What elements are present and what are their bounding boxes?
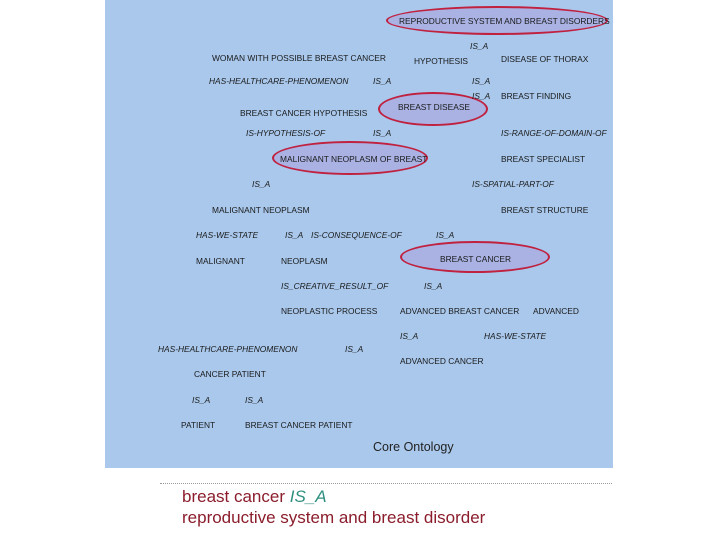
relation-is-creative-result-of: IS_CREATIVE_RESULT_OF xyxy=(281,281,389,291)
ontology-statement xyxy=(182,486,485,528)
concept-advanced: ADVANCED xyxy=(533,306,579,316)
relation-is-a: IS_A xyxy=(285,230,304,240)
relation-is-a: IS_A xyxy=(373,128,392,138)
concept-breast-structure: BREAST STRUCTURE xyxy=(501,205,589,215)
relation-is-a: IS_A xyxy=(472,91,491,101)
concept-malignant-neoplasm: MALIGNANT NEOPLASM xyxy=(212,205,310,215)
statement-subject: breast cancer xyxy=(182,487,285,506)
relation-is-a: IS_A xyxy=(252,179,271,189)
relation-is-a: IS_A xyxy=(192,395,211,405)
concept-neoplastic-process: NEOPLASTIC PROCESS xyxy=(281,306,378,316)
relation-has-healthcare-phenomenon: HAS-HEALTHCARE-PHENOMENON xyxy=(158,344,298,354)
diagram-caption: Core Ontology xyxy=(373,440,454,454)
relation-is-a: IS_A xyxy=(373,76,392,86)
relation-is-a: IS_A xyxy=(472,76,491,86)
relation-is-a: IS_A xyxy=(345,344,364,354)
concept-woman-with-possible-breast-cancer: WOMAN WITH POSSIBLE BREAST CANCER xyxy=(212,53,386,63)
relation-has-we-state: HAS-WE-STATE xyxy=(196,230,259,240)
dotted-divider xyxy=(160,483,612,484)
concept-advanced-breast-cancer: ADVANCED BREAST CANCER xyxy=(400,306,520,316)
relation-is-a: IS_A xyxy=(436,230,455,240)
concept-cancer-patient: CANCER PATIENT xyxy=(194,369,266,379)
concept-breast-specialist: BREAST SPECIALIST xyxy=(501,154,586,164)
statement-object: reproductive system and breast disorder xyxy=(182,508,486,527)
relation-is-spatial-part-of: IS-SPATIAL-PART-OF xyxy=(472,179,554,189)
relation-is-hypothesis-of: IS-HYPOTHESIS-OF xyxy=(246,128,326,138)
concept-breast-disease: BREAST DISEASE xyxy=(398,102,470,112)
concept-patient: PATIENT xyxy=(181,420,216,430)
relation-has-healthcare-phenomenon: HAS-HEALTHCARE-PHENOMENON xyxy=(209,76,349,86)
relation-is-range-of-domain-of: IS-RANGE-OF-DOMAIN-OF xyxy=(501,128,607,138)
statement-relation: IS_A xyxy=(289,487,327,506)
concept-breast-cancer-patient: BREAST CANCER PATIENT xyxy=(245,420,353,430)
concept-malignant-neoplasm-of-breast: MALIGNANT NEOPLASM OF BREAST xyxy=(280,154,428,164)
concept-neoplasm: NEOPLASM xyxy=(281,256,328,266)
concept-malignant: MALIGNANT xyxy=(196,256,245,266)
relation-is-a: IS_A xyxy=(245,395,264,405)
concept-disease-of-thorax: DISEASE OF THORAX xyxy=(501,54,589,64)
relation-is-a: IS_A xyxy=(400,331,419,341)
concept-breast-finding: BREAST FINDING xyxy=(501,91,572,101)
relation-is-a: IS_A xyxy=(470,41,489,51)
relation-has-we-state: HAS-WE-STATE xyxy=(484,331,547,341)
concept-breast-cancer-hypothesis: BREAST CANCER HYPOTHESIS xyxy=(240,108,368,118)
relation-is-consequence-of: IS-CONSEQUENCE-OF xyxy=(311,230,402,240)
concept-advanced-cancer: ADVANCED CANCER xyxy=(400,356,484,366)
concept-hypothesis: HYPOTHESIS xyxy=(414,56,468,66)
relation-is-a: IS_A xyxy=(424,281,443,291)
concept-reproductive-system-and-breast-disorders: REPRODUCTIVE SYSTEM AND BREAST DISORDERS xyxy=(399,16,610,26)
concept-breast-cancer: BREAST CANCER xyxy=(440,254,512,264)
